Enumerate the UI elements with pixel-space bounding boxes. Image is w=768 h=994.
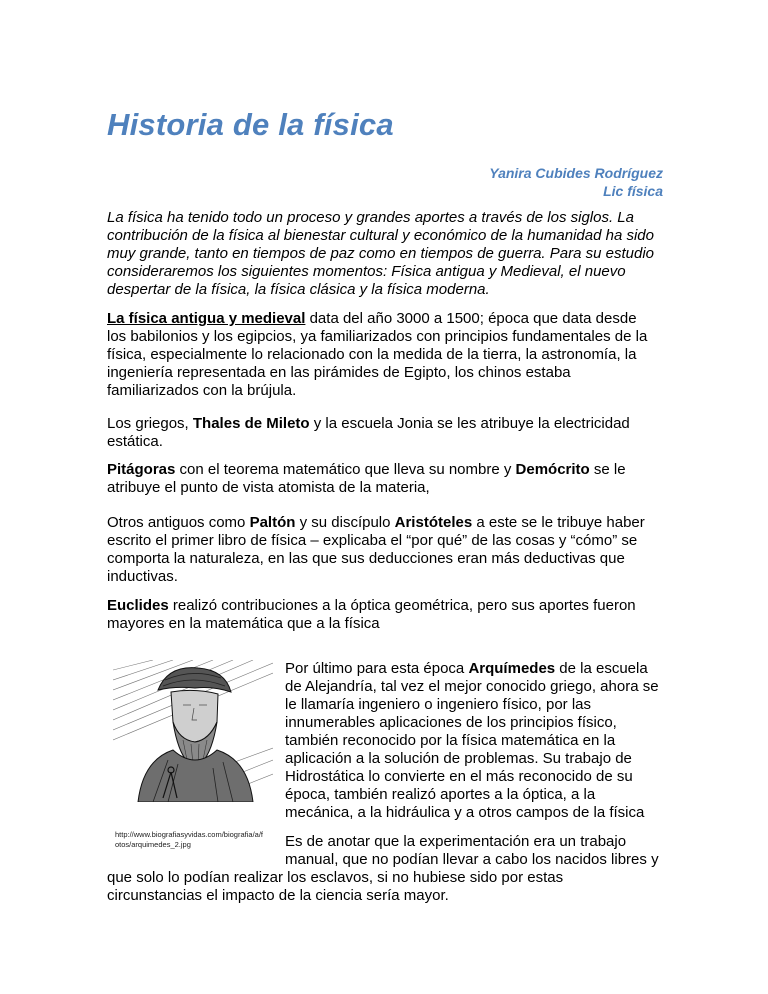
archimedes-portrait-icon (113, 660, 273, 802)
paragraph-experimentacion (285, 833, 659, 869)
text-line: contribución de la física al bienestar cultural y económico de la humanidad ha sido (107, 227, 654, 244)
text-line: familiarizados con la brújula. (107, 382, 297, 399)
text-span: Los griegos, (107, 415, 193, 432)
paragraph-arquimedes (285, 660, 659, 822)
text-line: muy grande, tanto en tiempos de paz como en tiempos de guerra. Para su estudio (107, 245, 654, 262)
paragraph-pitagoras (107, 461, 663, 497)
author-block (489, 164, 663, 200)
text-line: los babilonios y los egipcios, ya familiarizados con principios fundamentales de la (107, 328, 648, 345)
text-line: que solo lo podían realizar los esclavos, si no hubiese sido por estas (107, 869, 564, 886)
text-span: Otros antiguos como (107, 514, 250, 531)
text-line: época, también realizó aportes a la óptica, a la (285, 786, 596, 803)
name-palton: Paltón (249, 514, 296, 531)
text-line: aplicación a la solución de problemas. Su trabajo de (285, 750, 632, 767)
text-line: física, especialmente lo relacionado con la medida de la tierra, la astronomía, la (107, 346, 637, 363)
text-line: le llamaría ingeniero o ingeniero físico, por las (285, 696, 591, 713)
text-line: atribuye el punto de vista atomista de la materia, (107, 479, 430, 496)
text-line: innumerables aplicaciones de los principios físico, (285, 714, 617, 731)
paragraph-antigua (107, 310, 663, 400)
text-line: mayores en la matemática que a la física (107, 615, 380, 632)
name-pitagoras: Pitágoras (107, 461, 176, 478)
text-line: inductivas. (107, 568, 178, 585)
caption-line: otos/arquimedes_2.jpg (115, 840, 191, 849)
text-line: escrito el primer libro de física – explicaba el “por qué” de las cosas y “cómo” se (107, 532, 638, 549)
text-span: realizó contribuciones a la óptica geométrica, pero sus aportes fueron (168, 597, 636, 614)
text-line: estática. (107, 433, 163, 450)
text-span: data del año 3000 a 1500; época que data desde (305, 310, 637, 327)
page-title: Historia de la física (107, 107, 394, 142)
section-heading: La física antigua y medieval (107, 310, 306, 327)
paragraph-aristoteles (107, 514, 663, 586)
text-line: Hidrostática lo convierte en el más reconocido de su (285, 768, 633, 785)
name-euclides: Euclides (107, 597, 169, 614)
image-caption (115, 830, 280, 850)
author-name: Yanira Cubides Rodríguez (489, 165, 663, 181)
text-line: Es de anotar que la experimentación era un trabajo (285, 833, 627, 850)
text-span: Por último para esta época (285, 660, 469, 677)
text-span: de la escuela (555, 660, 648, 677)
text-line: consideraremos los siguientes momentos: Física antigua y Medieval, el nuevo (107, 263, 626, 280)
text-line: comporta la naturaleza, en las que sus deducciones eran más deductivas que (107, 550, 625, 567)
text-line: La física ha tenido todo un proceso y grandes aportes a través de los siglos. La (107, 209, 634, 226)
caption-line: http://www.biografiasyvidas.com/biografia/a/f (115, 830, 263, 839)
text-line: despertar de la física, la física clásica y la física moderna. (107, 281, 490, 298)
author-role: Lic física (603, 183, 663, 199)
paragraph-experimentacion-cont (107, 869, 667, 905)
text-span: con el teorema matemático que lleva su nombre y (175, 461, 516, 478)
text-span: a este se le tribuye haber (472, 514, 645, 531)
text-line: también reconocido por la física matemática en la (285, 732, 616, 749)
name-democrito: Demócrito (515, 461, 590, 478)
paragraph-griegos (107, 415, 663, 451)
text-line: mecánica, a la hidráulica y a otros campos de la física (285, 804, 645, 821)
name-aristoteles: Aristóteles (394, 514, 473, 531)
name-thales: Thales de Mileto (192, 415, 310, 432)
paragraph-euclides (107, 597, 663, 633)
text-line: de Alejandría, tal vez el mejor conocido griego, ahora se (285, 678, 659, 695)
text-line: ingeniería representada en las pirámides de Egipto, los chinos estaba (107, 364, 571, 381)
text-span: y la escuela Jonia se les atribuye la electricidad (309, 415, 630, 432)
text-span: y su discípulo (295, 514, 395, 531)
text-line: circunstancias el impacto de la ciencia sería mayor. (107, 887, 449, 904)
text-line: manual, que no podían llevar a cabo los nacidos libres y (285, 851, 659, 868)
name-arquimedes: Arquímedes (468, 660, 556, 677)
intro-paragraph (107, 209, 663, 299)
text-span: se le (589, 461, 626, 478)
